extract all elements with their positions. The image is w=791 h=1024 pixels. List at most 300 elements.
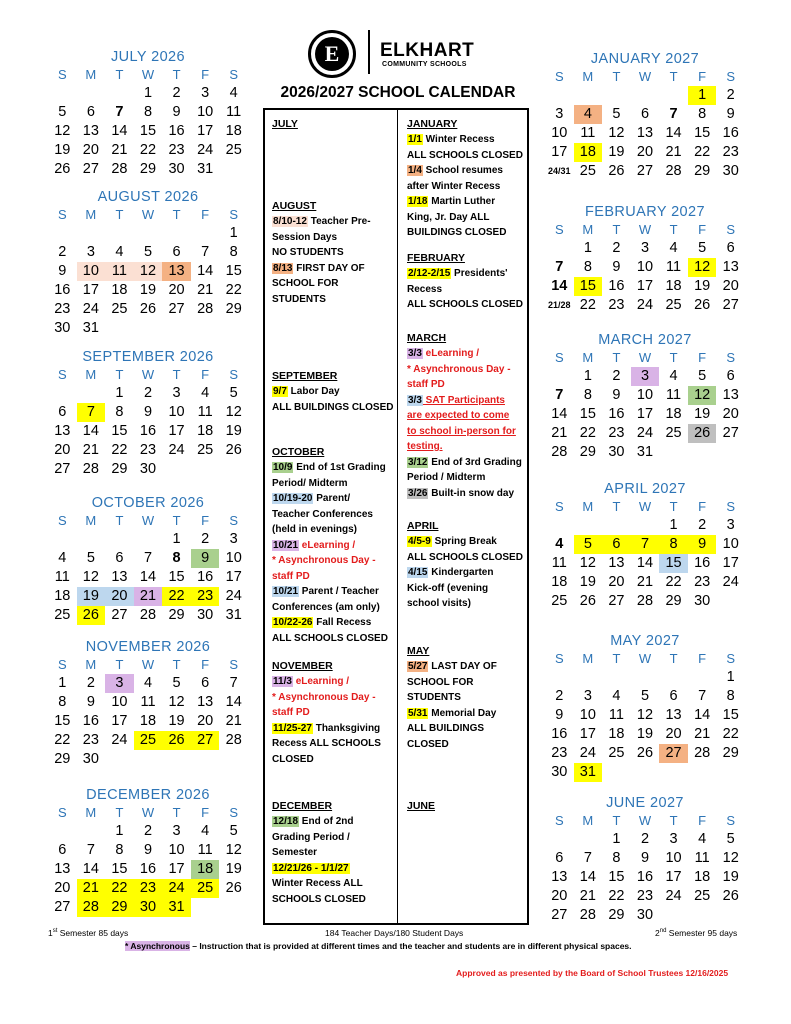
day-cell: 21 [665, 144, 682, 160]
day-cell: 3 [229, 531, 238, 547]
day-cell: 4 [669, 240, 678, 256]
day-cell: 15 [54, 713, 71, 729]
event-line [272, 245, 371, 261]
weekday-label: T [612, 350, 621, 365]
weekday-label: W [638, 499, 652, 514]
day-cell: 18 [111, 282, 128, 298]
day-cell: 25 [551, 593, 568, 609]
empty-day [602, 668, 631, 687]
day-cell: 23 [168, 142, 185, 158]
district-logo [308, 30, 356, 78]
day-cell: 4 [574, 105, 603, 124]
weekday-label: M [85, 67, 97, 82]
day-cell: 25 [694, 888, 711, 904]
event-line [272, 892, 366, 908]
day-cell: 5 [612, 106, 621, 122]
event-date: 5/31 [408, 707, 428, 719]
event-text: Labor Day [287, 386, 340, 397]
day-cell: 8 [115, 842, 124, 858]
weekday-label: W [141, 367, 155, 382]
event-text: King, Jr. Day ALL [407, 211, 490, 223]
event-line [272, 721, 381, 737]
day-cell: 19 [694, 278, 711, 294]
day-cell: 21 [82, 442, 99, 458]
day-cell: 28 [197, 301, 214, 317]
day-cell: 1 [115, 385, 124, 401]
event-line [407, 737, 497, 753]
event-text: SCHOOLS CLOSED [272, 893, 366, 905]
day-cell: 13 [551, 869, 568, 885]
weekday-label: T [172, 805, 181, 820]
day-grid [545, 367, 745, 462]
day-cell: 5 [698, 368, 707, 384]
event-line [272, 522, 388, 538]
day-cell: 6 [58, 842, 67, 858]
day-cell: 24 [162, 879, 191, 898]
event-heading-november: NOVEMBER [272, 660, 333, 672]
event-line [272, 861, 366, 877]
day-cell: 18 [665, 278, 682, 294]
day-cell: 5 [640, 688, 650, 704]
event-line [407, 266, 523, 282]
day-cell: 6 [172, 244, 181, 260]
day-grid [545, 516, 745, 611]
event-text: after Winter Recess [407, 180, 501, 192]
event-line [407, 163, 523, 179]
event-line [272, 600, 388, 616]
day-cell: 15 [722, 707, 739, 723]
weekday-header [545, 498, 745, 516]
day-cell: 3 [172, 823, 181, 839]
day-cell: 4 [555, 536, 564, 552]
day-cell: 4 [698, 831, 707, 847]
day-cell: 9 [612, 387, 621, 403]
day-cell: 26 [579, 593, 596, 609]
event-date: 12/18 [273, 816, 299, 827]
day-cell: 8 [698, 106, 707, 122]
event-text: * Asynchronous Day - [272, 555, 376, 566]
day-cell: 24 [82, 301, 99, 317]
day-cell: 29 [139, 161, 157, 177]
event-line [407, 565, 523, 581]
day-cell: 19 [139, 282, 157, 298]
event-line [407, 393, 522, 409]
day-cell: 27 [168, 301, 185, 317]
day-cell: 3 [669, 831, 678, 847]
weekday-label: W [141, 805, 155, 820]
day-cell: 20 [551, 888, 568, 904]
event-text: to school in-person for [407, 425, 516, 437]
weekday-label: S [57, 805, 67, 820]
day-cell: 19 [694, 406, 711, 422]
event-line [407, 550, 523, 566]
day-cell: 10 [197, 104, 214, 120]
day-cell: 25 [665, 425, 682, 441]
weekday-label: W [141, 513, 155, 528]
month-mar [545, 331, 745, 462]
weekday-label: F [698, 222, 707, 237]
weekday-label: M [85, 805, 97, 820]
day-cell: 9 [143, 842, 153, 858]
event-date: 11/3 [273, 676, 292, 687]
event-line [407, 377, 522, 393]
day-cell: 5 [86, 550, 95, 566]
day-cell: 6 [640, 106, 650, 122]
weekday-label: M [85, 513, 97, 528]
day-cell: 30 [168, 161, 185, 177]
month-feb [545, 203, 745, 315]
event-text: Period / Midterm [407, 472, 486, 483]
month-may [545, 632, 745, 782]
empty-day [191, 224, 220, 243]
header-divider [368, 30, 370, 74]
day-cell: 12 [579, 555, 596, 571]
day-grid [545, 830, 745, 925]
empty-day [545, 830, 574, 849]
day-cell: 17 [636, 278, 654, 294]
day-cell: 19 [225, 423, 242, 439]
event-line [407, 534, 523, 550]
day-cell: 20 [722, 278, 739, 294]
day-cell: 6 [669, 688, 678, 704]
day-cell: 4 [143, 675, 153, 691]
weekday-label: F [698, 651, 707, 666]
day-cell: 14 [197, 263, 214, 279]
day-cell: 27 [54, 899, 71, 915]
event-date: 1/18 [408, 196, 428, 207]
event-text: eLearning / [422, 348, 480, 359]
day-cell: 2 [612, 368, 621, 384]
weekday-label: S [229, 367, 239, 382]
weekday-label: S [229, 207, 239, 222]
day-cell: 21 [134, 587, 163, 606]
event-text: (held in evenings) [272, 524, 358, 535]
weekday-label: S [229, 67, 239, 82]
day-cell: 16 [551, 726, 568, 742]
day-cell: 14 [551, 278, 568, 294]
day-cell: 4 [612, 688, 621, 704]
day-cell: 2 [58, 244, 67, 260]
weekday-label: W [638, 813, 652, 828]
day-cell: 19 [54, 142, 71, 158]
day-cell: 9 [191, 549, 220, 568]
day-cell: 6 [58, 404, 67, 420]
day-cell: 25 [197, 442, 214, 458]
event-line [272, 276, 371, 292]
day-cell: 3 [726, 517, 735, 533]
event-date: 3/3 [408, 394, 422, 406]
weekday-label: M [85, 207, 97, 222]
weekday-label: T [612, 69, 621, 84]
day-cell: 6 [115, 550, 124, 566]
day-cell: 31 [162, 898, 191, 917]
weekday-label: T [612, 499, 621, 514]
day-cell: 1 [583, 240, 592, 256]
day-cell: 15 [694, 125, 711, 141]
month-jul [48, 48, 248, 179]
weekday-label: W [638, 69, 652, 84]
event-line [407, 596, 523, 612]
event-text: Recess ALL SCHOOLS [272, 738, 381, 749]
day-cell: 22 [665, 574, 682, 590]
day-cell: 26 [77, 606, 106, 625]
day-cell: 22 [54, 732, 71, 748]
day-cell: 25 [191, 879, 220, 898]
event-line [407, 424, 522, 440]
event-list-april [407, 534, 523, 612]
day-cell: 12 [636, 707, 654, 723]
day-cell: 17 [579, 726, 596, 742]
day-cell: 23 [608, 297, 625, 313]
event-text: * Asynchronous Day - [407, 363, 511, 375]
event-heading-january: JANUARY [407, 118, 458, 130]
day-cell: 22 [579, 297, 596, 313]
event-list-october [272, 460, 388, 646]
day-cell: 12 [722, 850, 739, 866]
event-date: 2/12-2/15 [408, 268, 451, 279]
event-line [407, 486, 522, 502]
month-dec [48, 786, 248, 917]
weekday-header [48, 66, 248, 84]
day-cell: 13 [608, 555, 625, 571]
semester1-days: 1st Semester 85 days [48, 928, 129, 938]
day-cell: 6 [555, 850, 564, 866]
weekday-label: S [726, 499, 736, 514]
event-text: End of 2nd [299, 816, 354, 827]
month-apr [545, 480, 745, 611]
event-text: Spring Break [431, 536, 497, 547]
day-cell: 30 [197, 607, 214, 623]
month-title: AUGUST 2026 [97, 189, 199, 205]
empty-day [105, 84, 134, 103]
day-cell: 27 [659, 744, 688, 763]
event-text: Parent / Teacher [299, 586, 379, 597]
event-date: 8/10-12 [273, 216, 307, 227]
empty-day [77, 84, 106, 103]
day-cell: 27 [82, 161, 99, 177]
day-cell: 12 [608, 125, 625, 141]
event-line [272, 214, 371, 230]
event-date: 1/1 [408, 134, 422, 145]
weekday-label: S [229, 805, 239, 820]
weekday-label: W [638, 651, 652, 666]
day-cell: 11 [226, 104, 242, 120]
event-line [407, 132, 523, 148]
weekday-label: F [698, 69, 707, 84]
event-line [407, 690, 497, 706]
day-cell: 1 [688, 86, 717, 105]
empty-day [105, 224, 134, 243]
day-cell: 6 [602, 535, 631, 554]
day-cell: 5 [58, 104, 67, 120]
weekday-label: W [141, 657, 155, 672]
weekday-label: T [669, 222, 678, 237]
day-cell: 12 [82, 569, 99, 585]
weekday-label: T [172, 657, 181, 672]
day-cell: 1 [58, 675, 67, 691]
day-cell: 22 [111, 442, 128, 458]
weekday-header [48, 366, 248, 384]
day-cell: 26 [225, 880, 242, 896]
weekday-label: T [115, 657, 124, 672]
event-text: STUDENTS [407, 692, 461, 703]
asynchronous-term: * Asynchronous [125, 941, 190, 951]
day-cell: 10 [111, 694, 128, 710]
day-cell: 21 [111, 142, 128, 158]
day-cell: 8 [172, 550, 181, 566]
day-cell: 20 [608, 574, 625, 590]
day-cell: 16 [197, 569, 214, 585]
month-title: APRIL 2027 [604, 481, 686, 497]
event-list-march [407, 346, 522, 501]
event-text: staff PD [272, 707, 310, 718]
weekday-label: M [582, 69, 594, 84]
event-list-february [407, 266, 523, 313]
event-date: 3/3 [408, 348, 422, 359]
event-text: ALL SCHOOLS CLOSED [272, 632, 388, 644]
event-line [272, 400, 393, 416]
day-cell: 28 [77, 898, 106, 917]
day-cell: 29 [225, 301, 242, 317]
empty-day [631, 86, 660, 105]
day-cell: 5 [143, 244, 153, 260]
event-line [407, 194, 523, 210]
logo-letter: E [315, 37, 349, 71]
day-cell: 22 [608, 888, 625, 904]
event-text: Built-in snow day [428, 487, 515, 499]
day-cell: 5 [698, 240, 707, 256]
day-cell: 26 [54, 161, 71, 177]
day-cell: 24 [636, 297, 654, 313]
event-text: Recess [407, 283, 443, 295]
event-line [272, 584, 388, 600]
event-text: ALL SCHOOLS CLOSED [407, 299, 523, 310]
event-line [272, 553, 388, 569]
event-text: NO STUDENTS [272, 247, 344, 258]
day-cell: 1 [143, 85, 153, 101]
asynchronous-note [125, 941, 632, 951]
event-text: End of 1st Grading [293, 462, 386, 473]
empty-day [48, 84, 77, 103]
day-cell: 28 [694, 745, 711, 761]
event-date: 8/13 [273, 262, 293, 274]
weekday-header [545, 221, 745, 239]
day-cell: 10 [225, 550, 242, 566]
weekday-label: S [726, 813, 736, 828]
day-cell: 11 [694, 850, 710, 866]
day-cell: 2 [86, 675, 95, 691]
event-line [407, 179, 523, 195]
event-date: 3/12 [408, 456, 428, 468]
day-cell: 23 [191, 587, 220, 606]
day-cell: 13 [197, 694, 214, 710]
day-cell: 15 [139, 123, 157, 139]
weekday-label: T [669, 813, 678, 828]
day-cell: 10 [636, 387, 654, 403]
page-title: 2026/2027 SCHOOL CALENDAR [280, 84, 516, 101]
day-cell: 9 [555, 707, 564, 723]
day-cell: 30 [722, 163, 739, 179]
event-heading-august: AUGUST [272, 200, 317, 212]
day-cell: 29 [54, 751, 71, 767]
weekday-label: W [141, 207, 155, 222]
event-line [407, 346, 522, 362]
event-line [407, 210, 523, 226]
event-text: SCHOOL FOR [407, 676, 474, 688]
weekday-label: S [554, 222, 564, 237]
day-cell: 19 [77, 587, 106, 606]
empty-day [659, 86, 688, 105]
empty-day [77, 224, 106, 243]
weekday-header [48, 804, 248, 822]
event-line [407, 439, 522, 455]
event-list-november [272, 674, 381, 767]
event-date: 10/9 [273, 462, 293, 473]
day-cell: 25 [579, 163, 596, 179]
total-days: 184 Teacher Days/180 Student Days [325, 928, 464, 938]
day-cell: 18 [54, 588, 71, 604]
day-cell: 25 [54, 607, 71, 623]
event-heading-october: OCTOBER [272, 446, 325, 458]
event-text: Winter Recess [422, 134, 495, 145]
event-line [272, 631, 388, 647]
event-line [407, 470, 522, 486]
event-line [272, 752, 381, 768]
day-cell: 1 [669, 517, 678, 533]
event-text: ALL SCHOOLS CLOSED [407, 551, 523, 563]
day-cell: 14 [111, 123, 128, 139]
day-cell: 12 [225, 842, 242, 858]
day-cell: 9 [640, 850, 650, 866]
day-cell: 29 [694, 163, 711, 179]
day-cell: 5 [172, 675, 181, 691]
day-cell: 23 [722, 144, 739, 160]
day-cell: 10 [579, 707, 596, 723]
day-cell: 6 [726, 240, 735, 256]
event-text: SCHOOL FOR [272, 278, 339, 289]
day-cell: 21 [77, 879, 106, 898]
day-cell: 31 [82, 320, 99, 336]
event-line [272, 845, 366, 861]
day-cell: 29 [168, 607, 185, 623]
day-cell: 31 [197, 161, 214, 177]
event-list-august [272, 214, 371, 307]
day-cell: 18 [574, 143, 603, 162]
event-text: Period/ Midterm [272, 477, 348, 489]
asynchronous-definition: – Instruction that is provided at different times and the teacher and students are in different physical spaces. [189, 941, 632, 951]
weekday-label: F [201, 513, 210, 528]
empty-day [48, 822, 77, 841]
event-list-may [407, 659, 497, 752]
day-cell: 26 [722, 888, 739, 904]
day-cell: 1 [726, 669, 735, 685]
event-text: eLearning / [299, 539, 356, 551]
month-title: JANUARY 2027 [590, 51, 700, 67]
day-cell: 30 [54, 320, 71, 336]
day-cell: 14 [139, 569, 157, 585]
day-cell: 23 [139, 442, 157, 458]
day-cell: 22 [225, 282, 242, 298]
weekday-label: S [229, 657, 239, 672]
day-cell: 24 [225, 588, 242, 604]
day-cell: 20 [636, 144, 654, 160]
day-cell: 29 [608, 907, 625, 923]
day-cell: 27 [608, 593, 625, 609]
event-text: Kindergarten [428, 567, 494, 578]
day-cell: 9 [58, 263, 67, 279]
day-cell: 21 [636, 574, 654, 590]
day-cell: 24 [722, 574, 739, 590]
